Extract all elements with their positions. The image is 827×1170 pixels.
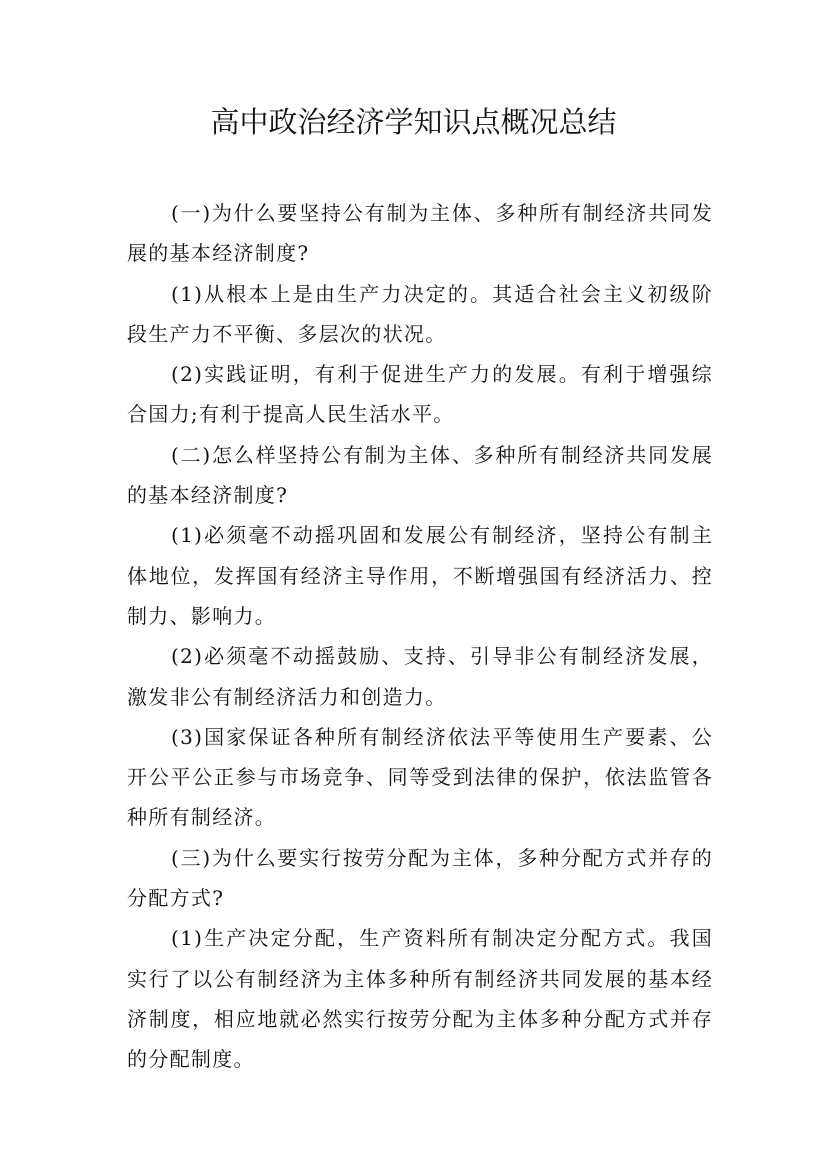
paragraph-answer-2-2: (2)必须毫不动摇鼓励、支持、引导非公有制经济发展，激发非公有制经济活力和创造力。 xyxy=(127,644,713,709)
paragraph-answer-2-1: (1)必须毫不动摇巩固和发展公有制经济，坚持公有制主体地位，发挥国有经济主导作用，不断增强国有经济活力、控制力、影响力。 xyxy=(127,523,713,628)
paragraph-answer-1-2: (2)实践证明，有利于促进生产力的发展。有利于增强综合国力;有利于提高人民生活水平。 xyxy=(127,362,713,427)
paragraph-question-2: (二)怎么样坚持公有制为主体、多种所有制经济共同发展的基本经济制度? xyxy=(127,442,713,508)
paragraph-answer-1-1: (1)从根本上是由生产力决定的。其适合社会主义初级阶段生产力不平衡、多层次的状况。 xyxy=(127,281,713,346)
paragraph-answer-2-3: (3)国家保证各种所有制经济依法平等使用生产要素、公开公平公正参与市场竞争、同等受到法律的保护，依法监管各种所有制经济。 xyxy=(127,724,713,830)
document-body xyxy=(127,193,713,1080)
paragraph-answer-3-1: (1)生产决定分配，生产资料所有制决定分配方式。我国实行了以公有制经济为主体多种所有制经济共同发展的基本经济制度，相应地就必然实行按劳分配为主体多种分配方式并存的分配制度。 xyxy=(127,926,713,1072)
document-title: 高中政治经济学知识点概况总结 xyxy=(210,105,617,139)
paragraph-question-3: (三)为什么要实行按劳分配为主体，多种分配方式并存的分配方式? xyxy=(127,845,713,911)
paragraph-question-1: (一)为什么要坚持公有制为主体、多种所有制经济共同发展的基本经济制度? xyxy=(127,201,713,266)
